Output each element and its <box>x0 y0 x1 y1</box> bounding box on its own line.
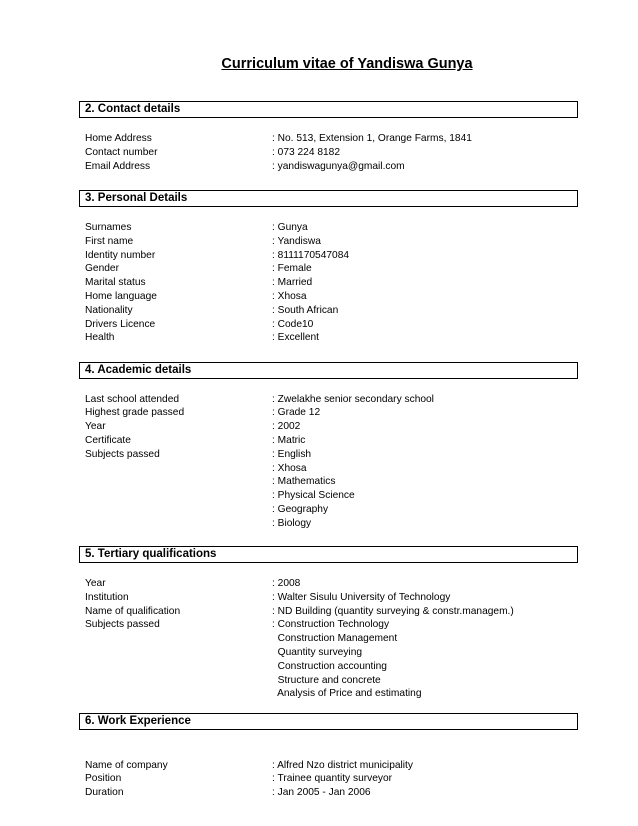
contact-row <box>85 132 625 146</box>
tertiary-row <box>85 605 625 619</box>
row-label: Highest grade passed <box>85 407 185 418</box>
row-label: Year <box>85 578 106 589</box>
row-value: : No. 513, Extension 1, Orange Farms, 1841 <box>272 133 472 144</box>
personal-row <box>85 276 625 290</box>
row-value: : Grade 12 <box>272 407 321 418</box>
row-label: Institution <box>85 592 129 603</box>
row-value: : 2002 <box>272 421 301 432</box>
personal-row <box>85 318 625 332</box>
section-heading-work: 6. Work Experience <box>79 713 578 730</box>
tertiary-row <box>85 591 625 605</box>
academic-row <box>85 517 625 531</box>
row-label: Contact number <box>85 147 158 158</box>
tertiary-row <box>85 687 625 701</box>
row-label: Health <box>85 332 115 343</box>
section-heading-tertiary: 5. Tertiary qualifications <box>79 546 578 563</box>
row-value: : Physical Science <box>272 490 355 501</box>
row-value: : 8111170547084 <box>272 250 350 261</box>
personal-row <box>85 235 625 249</box>
row-value: : 073 224 8182 <box>272 147 340 158</box>
row-value: : Xhosa <box>272 291 307 302</box>
personal-row <box>85 221 625 235</box>
row-value: : Geography <box>272 504 329 515</box>
row-value: : Matric <box>272 435 306 446</box>
personal-row <box>85 262 625 276</box>
academic-row <box>85 393 625 407</box>
row-label: Identity number <box>85 250 156 261</box>
row-value: : English <box>272 449 312 460</box>
row-label: Certificate <box>85 435 131 446</box>
personal-row <box>85 331 625 345</box>
row-value: : Xhosa <box>272 463 307 474</box>
row-label: Home Address <box>85 133 152 144</box>
academic-row <box>85 406 625 420</box>
row-value: Analysis of Price and estimating <box>272 688 422 699</box>
row-value: Structure and concrete <box>272 675 381 686</box>
section-heading-academic: 4. Academic details <box>79 362 578 379</box>
row-value: : yandiswagunya@gmail.com <box>272 161 405 172</box>
work-row <box>85 759 625 773</box>
tertiary-row <box>85 618 625 632</box>
row-label: Email Address <box>85 161 151 172</box>
row-value: : Trainee quantity surveyor <box>272 773 393 784</box>
row-label: Surnames <box>85 222 132 233</box>
row-value: : Female <box>272 263 312 274</box>
row-label: Name of qualification <box>85 606 181 617</box>
personal-row <box>85 304 625 318</box>
row-value: : South African <box>272 305 339 316</box>
row-label: Home language <box>85 291 157 302</box>
contact-row <box>85 146 625 160</box>
row-value: Construction accounting <box>272 661 387 672</box>
row-value: : Mathematics <box>272 476 336 487</box>
academic-row <box>85 448 625 462</box>
tertiary-row <box>85 660 625 674</box>
row-value: : Construction Technology <box>272 619 390 630</box>
academic-row <box>85 462 625 476</box>
personal-row <box>85 290 625 304</box>
academic-row <box>85 420 625 434</box>
work-row <box>85 772 625 786</box>
academic-row <box>85 503 625 517</box>
row-value: Construction Management <box>272 633 398 644</box>
row-label: Position <box>85 773 122 784</box>
row-label: Gender <box>85 263 119 274</box>
row-value: : Biology <box>272 518 312 529</box>
tertiary-row <box>85 674 625 688</box>
row-label: Year <box>85 421 106 432</box>
academic-row <box>85 475 625 489</box>
row-value: : Married <box>272 277 313 288</box>
tertiary-row <box>85 646 625 660</box>
page-title: Curriculum vitae of Yandiswa Gunya <box>221 56 473 72</box>
row-value: : 2008 <box>272 578 301 589</box>
row-label: Name of company <box>85 760 168 771</box>
work-row <box>85 786 625 800</box>
row-label: Drivers Licence <box>85 319 156 330</box>
contact-row <box>85 160 625 174</box>
row-value: : Alfred Nzo district municipality <box>272 760 413 771</box>
row-label: First name <box>85 236 134 247</box>
tertiary-row <box>85 577 625 591</box>
row-value: : Excellent <box>272 332 319 343</box>
row-value: : ND Building (quantity surveying & constr.managem.) <box>272 606 514 617</box>
row-value: Quantity surveying <box>272 647 363 658</box>
row-label: Marital status <box>85 277 146 288</box>
personal-row <box>85 249 625 263</box>
row-value: : Yandiswa <box>272 236 321 247</box>
row-label: Duration <box>85 787 124 798</box>
section-heading-contact: 2. Contact details <box>79 101 578 118</box>
row-value: : Jan 2005 - Jan 2006 <box>272 787 371 798</box>
academic-row <box>85 434 625 448</box>
row-value: : Gunya <box>272 222 308 233</box>
section-heading-personal: 3. Personal Details <box>79 190 578 207</box>
row-label: Subjects passed <box>85 449 160 460</box>
row-label: Subjects passed <box>85 619 160 630</box>
tertiary-row <box>85 632 625 646</box>
row-value: : Code10 <box>272 319 314 330</box>
row-value: : Walter Sisulu University of Technology <box>272 592 451 603</box>
row-value: : Zwelakhe senior secondary school <box>272 394 434 405</box>
row-label: Nationality <box>85 305 133 316</box>
row-label: Last school attended <box>85 394 180 405</box>
academic-row <box>85 489 625 503</box>
